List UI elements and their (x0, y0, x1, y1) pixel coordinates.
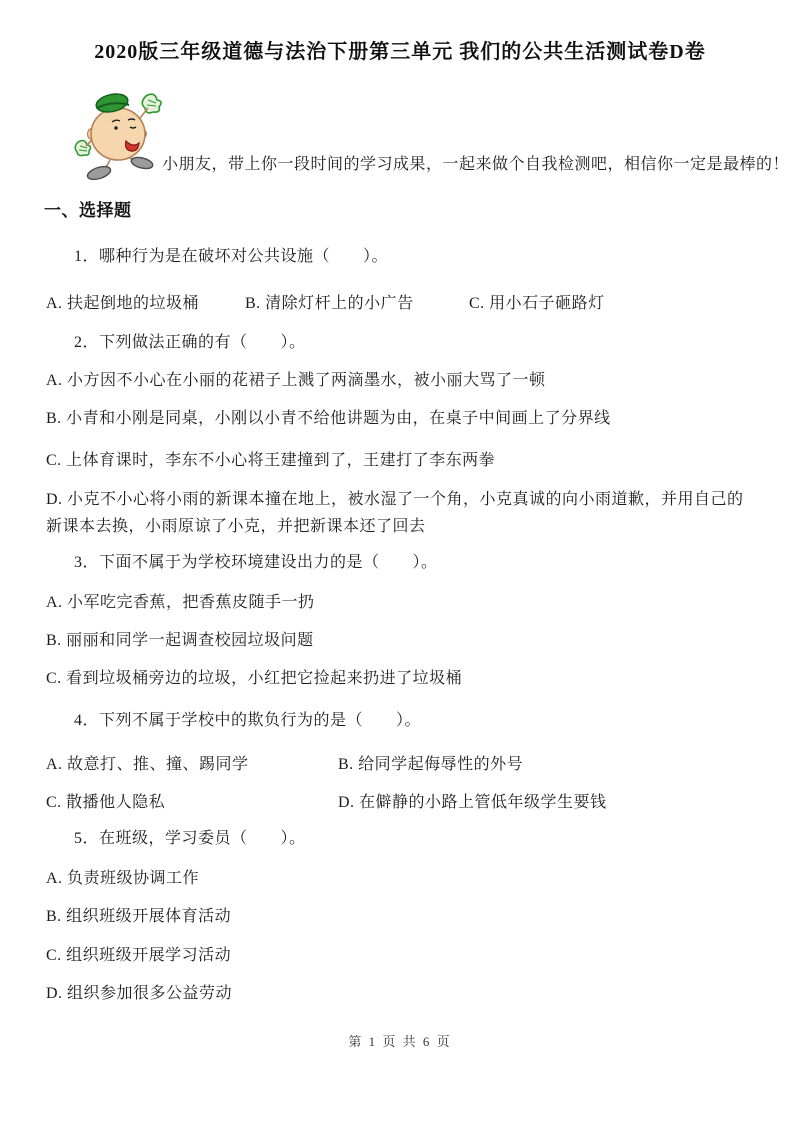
question-5-option-a: A. 负责班级协调工作 (46, 870, 200, 887)
question-1-options-row (46, 290, 776, 310)
question-4-option-a: A. 故意打、推、撞、踢同学 (46, 756, 249, 773)
question-1-text: 1．哪种行为是在破坏对公共设施（ ）。 (74, 248, 389, 265)
question-3-option-b: B. 丽丽和同学一起调查校园垃圾问题 (46, 632, 314, 649)
question-1-option-b: B. 清除灯杆上的小广告 (245, 295, 414, 312)
question-4-option-d: D. 在僻静的小路上管低年级学生要钱 (338, 794, 607, 811)
question-1-option-c: C. 用小石子砸路灯 (469, 295, 605, 312)
question-3-option-c: C. 看到垃圾桶旁边的垃圾，小红把它捡起来扔进了垃圾桶 (46, 670, 463, 687)
page-title: 2020版三年级道德与法治下册第三单元 我们的公共生活测试卷D卷 (94, 41, 706, 63)
question-5-option-b: B. 组织班级开展体育活动 (46, 908, 232, 925)
question-4-option-c: C. 散播他人隐私 (46, 794, 166, 811)
question-4-options-row-2 (46, 789, 776, 809)
question-2-option-a: A. 小方因不小心在小丽的花裙子上溅了两滴墨水，被小丽大骂了一顿 (46, 372, 546, 389)
question-2-option-c: C. 上体育课时，李东不小心将王建撞到了，王建打了李东两拳 (46, 452, 496, 469)
section-heading-choice: 一、选择题 (44, 201, 132, 220)
question-1-option-a: A. 扶起倒地的垃圾桶 (46, 295, 200, 312)
question-3-text: 3．下面不属于为学校环境建设出力的是（ ）。 (74, 554, 438, 571)
question-4-option-b: B. 给同学起侮辱性的外号 (338, 756, 524, 773)
question-5-text: 5．在班级，学习委员（ ）。 (74, 830, 306, 847)
question-3-option-a: A. 小军吃完香蕉，把香蕉皮随手一扔 (46, 594, 315, 611)
intro-text: 小朋友，带上你一段时间的学习成果，一起来做个自我检测吧，相信你一定是最棒的！ (162, 156, 790, 173)
question-4-text: 4．下列不属于学校中的欺负行为的是（ ）。 (74, 712, 422, 729)
question-4-options-row-1 (46, 751, 776, 771)
question-5-option-d: D. 组织参加很多公益劳动 (46, 985, 233, 1002)
question-2-text: 2．下列做法正确的有（ ）。 (74, 334, 306, 351)
question-2-option-d: D. 小克不小心将小雨的新课本撞在地上，被水湿了一个角，小克真诚的向小雨道歉，并用自己的新课本去换，小雨原谅了小克，并把新课本还了回去 (46, 491, 744, 535)
cartoon-kid-green-cap-icon (74, 84, 166, 184)
question-5-option-c: C. 组织班级开展学习活动 (46, 947, 232, 964)
question-2-option-b: B. 小青和小刚是同桌，小刚以小青不给他讲题为由，在桌子中间画上了分界线 (46, 410, 611, 427)
page-number-footer: 第 1 页 共 6 页 (348, 1034, 452, 1049)
